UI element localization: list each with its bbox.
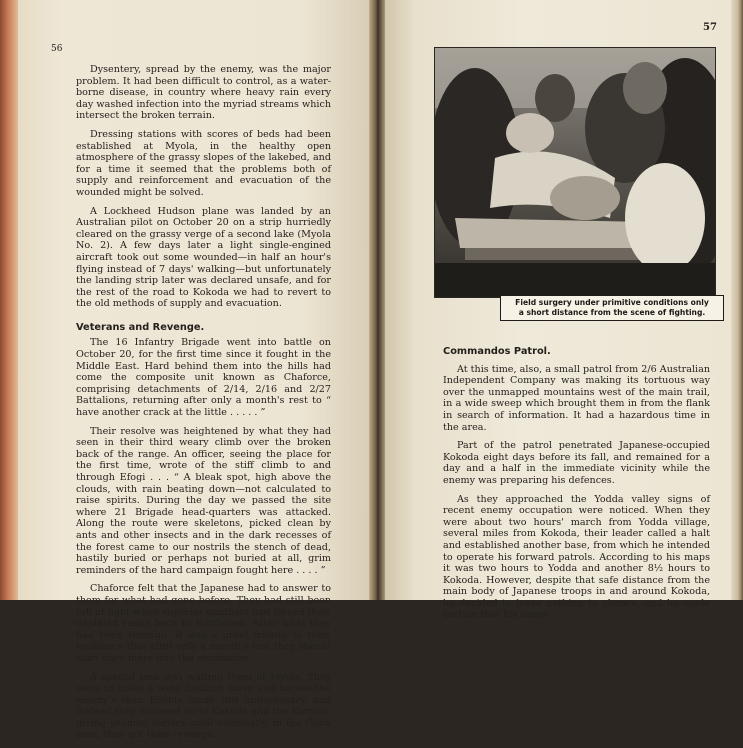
right-text-column: [443, 346, 710, 628]
section-heading: Veterans and Revenge.: [76, 321, 205, 333]
section-heading: Commandos Patrol.: [443, 346, 551, 357]
paragraph: Chaforce felt that the Japanese had to answer to them for what had gone before. They had still been full of fight when superior numbers had forced their depleted ranks back to Eoribaiwa. After what they had been through, it was a great tribute to their resilience that after only a month's rest they should start once more into the mountains.: [76, 583, 331, 664]
paragraph: As they approached the Yodda valley signs of recent enemy occupation were noticed. When they were about two hours' march from Yodda village, several miles from Kokoda, their leader called a halt and established another base, from which he intended to operate his forward patrols. According to his maps it was two hours to Yodda and another 8½ hours to Kokoda. However, despite that safe distance from the main body of Japanese troops in and around Kokoda, he decided to leave nothing to chance, and he made certain that his camp: [443, 493, 710, 621]
book-gutter: [369, 0, 385, 600]
photo-caption: [500, 295, 724, 321]
paragraph: A special task was waiting them at Myola. They were to make a wide flanking move and harass the enemy's rear. Events made this unnecessary, and instead they followed on to Kokoda and the Kumusi, giving yeoman service until eventually, in the Gona area, they got their revenge.: [76, 671, 331, 741]
paragraph: Dressing stations with scores of beds had been established at Myola, in the healthy open atmosphere of the grassy slopes of the lakebed, and for a time it seemed that the problems both of supply and reinforcement and evacuation of the wounded might be solved.: [76, 128, 331, 198]
paragraph: At this time, also, a small patrol from 2/6 Australian Independent Company was making its tortuous way over the unmapped mountains west of the main trail, in a wide sweep which brought them in from the flank in search of information. It had a hazardous time in the area.: [443, 363, 710, 433]
book-edge-left: [0, 0, 20, 600]
photo-caption-line: Field surgery under primitive conditions only: [515, 298, 709, 307]
left-text-column: [76, 64, 331, 748]
field-surgery-photo: [434, 47, 716, 298]
paragraph: Part of the patrol penetrated Japanese-occupied Kokoda eight days before its fall, and remained for a day and a half in the immediate vicinity while the enemy was preparing his defences.: [443, 440, 710, 486]
book-edge-right: [731, 0, 743, 600]
paragraph: The 16 Infantry Brigade went into battle on October 20, for the first time since it fought in the Middle East. Hard behind them into the hills had come the composite unit known as Chaforce, comprising detachments of 2/14, 2/16 and 2/27 Battalions, returning after only a month's rest to “ have another crack at the little . . . . . ”: [76, 337, 331, 419]
paragraph: A Lockheed Hudson plane was landed by an Australian pilot on October 20 on a strip hurriedly cleared on the grassy verge of a second lake (Myola No. 2). A few days later a light single-engined aircraft took out some wounded—in half an hour's flying instead of 7 days' walking—but unfortunately the landing strip later was declared unsafe, and for the rest of the road to Kokoda we had to revert to the old methods of supply and evacuation.: [76, 205, 331, 310]
paragraph: Their resolve was heightened by what they had seen in their third weary climb over the broken back of the range. An officer, seeing the place for the first time, wrote of the stiff climb to and through Efogi . . . “ A bleak spot, high above the clouds, with rain beating down—not calculated to raise spirits. During the day we passed the site where 21 Brigade head-quarters was attacked. Along the route were skeletons, picked clean by ants and other insects and in the dark recesses of the forest came to our nostrils the stench of dead, hastily buried or perhaps not buried at all, grim reminders of the hard campaign fought here . . . . ”: [76, 425, 331, 576]
photo-illustration: [435, 48, 715, 297]
page-number-left: 56: [51, 44, 63, 54]
photo-caption-line: a short distance from the scene of fighting.: [518, 307, 706, 317]
page-number-right: 57: [703, 22, 717, 33]
paragraph: Dysentery, spread by the enemy, was the major problem. It had been difficult to control, as a water-borne disease, in country where heavy rain every day washed infection into the myriad streams which intersect the broken terrain.: [76, 64, 331, 122]
